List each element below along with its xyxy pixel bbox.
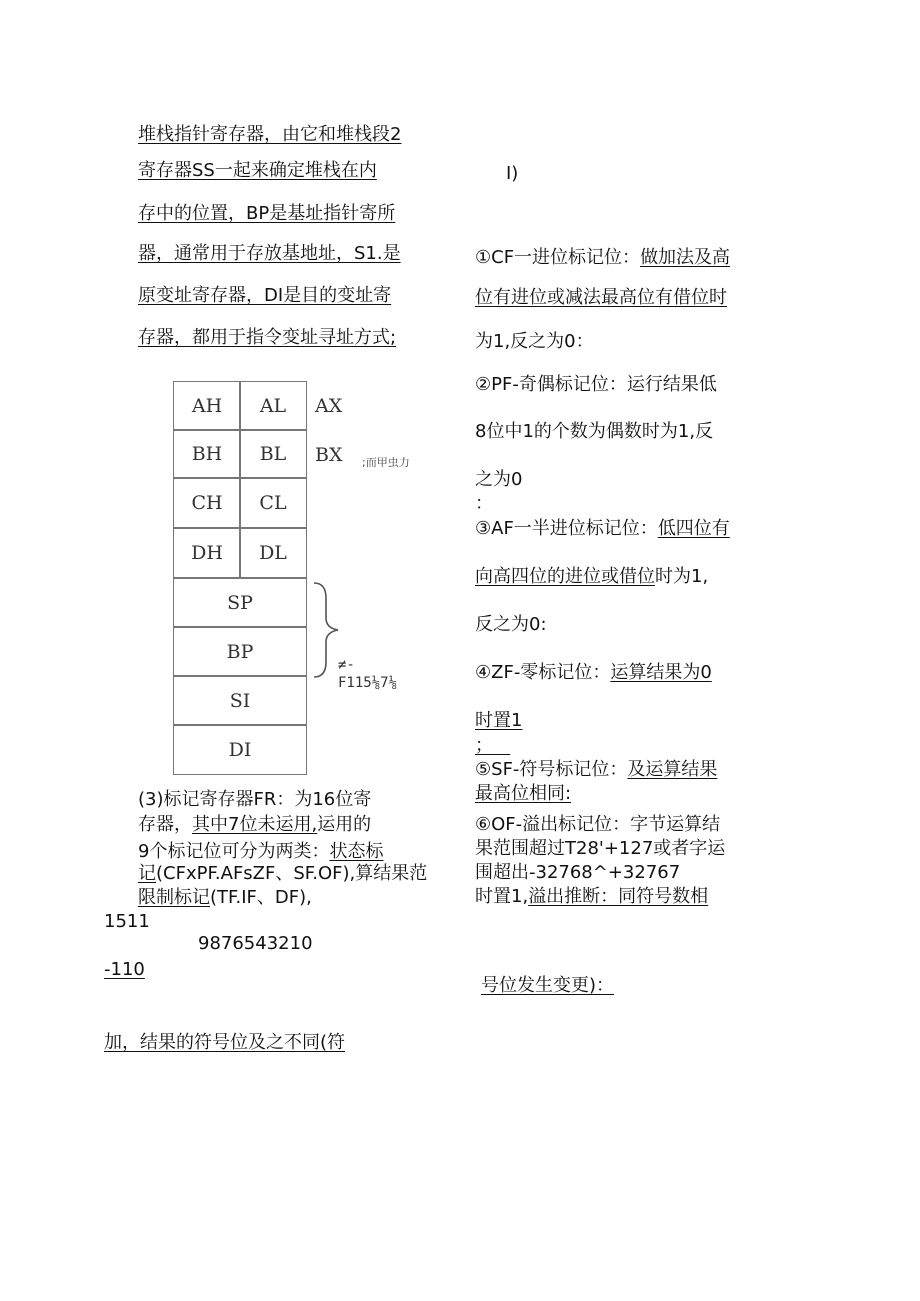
zf-line-2: 时置1 <box>475 710 523 731</box>
reg-ch: CH <box>173 477 241 529</box>
reg-dh: DH <box>173 527 241 579</box>
intro-line-2: 寄存器SS一起来确定堆栈在内 <box>138 160 377 181</box>
of-line-1: ⑥OF-溢出标记位：字节运算结 <box>475 814 721 835</box>
af-title: ③AF一半进位标记位： <box>475 518 658 539</box>
reg-bh: BH <box>173 429 241 479</box>
intro-line-3: 存中的位置，BP是基址指针寄所 <box>138 203 396 224</box>
af-line-1 <box>475 518 730 540</box>
cf-desc-start: 做加法及高 <box>640 247 731 268</box>
sf-line-1 <box>475 759 717 781</box>
pf-line-1: ②PF-奇偶标记位：运行结果低 <box>475 374 717 395</box>
reg-bp: BP <box>173 626 307 677</box>
flag-line-4 <box>138 863 427 885</box>
flag-line-4b: (CFxPF.AFsZF、SF.OF),算结果范 <box>156 863 428 884</box>
flag-line-3b: 状态标 <box>329 841 384 862</box>
pf-line-3: 之为0 <box>475 469 523 490</box>
left-tail-line: 加，结果的符号位及之不同(符 <box>104 1032 346 1053</box>
brace-label-2: F115⅛7⅛ <box>338 675 398 691</box>
flag-line-3 <box>138 841 383 863</box>
right-top-mark: I) <box>506 163 519 184</box>
flag-line-5a: 限制标记 <box>138 887 210 908</box>
flag-line-2a: 存器， <box>138 814 192 835</box>
reg-bx-label: BX <box>315 444 343 466</box>
flag-line-3a: 9个标记位可分为两类： <box>138 841 330 862</box>
sf-desc-start: 及运算结果 <box>627 759 718 780</box>
reg-dl: DL <box>239 527 307 579</box>
flag-line-4a: 记 <box>138 863 156 884</box>
flag-line-2b: 其中7位未运用, <box>192 814 318 835</box>
bit-numbers-low: 9876543210 <box>198 933 313 954</box>
af-line-2b: 时为1, <box>655 566 709 587</box>
reg-di: DI <box>173 724 307 775</box>
cf-title: ①CF一进位标记位： <box>475 247 641 268</box>
zf-title: ④ZF-零标记位： <box>475 662 611 683</box>
diagram-note: ;而甲虫力 <box>362 456 410 469</box>
zf-colon-text: ； <box>475 735 493 756</box>
flag-line-5b: (TF.IF、DF), <box>210 887 312 908</box>
intro-line-1: 堆栈指针寄存器，由它和堆栈段2 <box>138 124 402 145</box>
reg-si: SI <box>173 675 307 726</box>
reg-sp: SP <box>173 577 307 628</box>
pf-colon: ： <box>475 493 493 514</box>
sf-title: ⑤SF-符号标记位： <box>475 759 628 780</box>
zf-desc-start: 运算结果为0 <box>610 662 712 683</box>
zf-line-1 <box>475 662 712 684</box>
reg-ah: AH <box>173 381 241 431</box>
cf-line-1 <box>475 247 730 269</box>
bit-numbers-neg: -110 <box>104 959 145 980</box>
af-line-2 <box>475 566 708 588</box>
reg-ax-label: AX <box>315 395 343 417</box>
bit-numbers-high: 1511 <box>104 911 150 932</box>
intro-line-4: 器，通常用于存放基地址，S1.是 <box>138 243 401 264</box>
of-line-4a: 时置1, <box>475 886 529 907</box>
af-line-2a: 向高四位的进位或借位 <box>475 566 655 587</box>
pf-line-2: 8位中1的个数为偶数时为1,反 <box>475 421 714 442</box>
reg-cl: CL <box>239 477 307 529</box>
brace-label-1: ≠- <box>338 657 355 673</box>
af-line-3: 反之为0: <box>475 614 547 635</box>
of-line-4 <box>475 886 708 908</box>
flag-line-2 <box>138 814 371 836</box>
intro-line-6: 存器，都用于指令变址寻址方式; <box>138 327 397 348</box>
cf-line-2: 位有进位或减法最高位有借位时 <box>475 287 727 308</box>
reg-al: AL <box>239 381 307 431</box>
right-tail-line: 号位发生变更)： <box>481 975 615 996</box>
zf-colon <box>475 735 510 757</box>
intro-line-5: 原变址寄存器，DI是目的变址寄 <box>138 285 392 306</box>
af-desc-start: 低四位有 <box>657 518 730 539</box>
flag-line-5 <box>138 887 312 909</box>
flag-line-2c: 运用的 <box>317 814 372 835</box>
of-line-3: 围超出-32768^+32767 <box>475 862 681 883</box>
of-line-4b: 溢出推断：同符号数相 <box>528 886 709 907</box>
reg-bl: BL <box>239 429 307 479</box>
cf-line-3: 为1,反之为0： <box>475 331 594 352</box>
of-line-2: 果范围超过T28'+127或者字运 <box>475 838 726 859</box>
flag-line-1: (3)标记寄存器FR：为16位寄 <box>138 789 372 810</box>
sf-line-2: 最高位相同: <box>475 783 572 804</box>
